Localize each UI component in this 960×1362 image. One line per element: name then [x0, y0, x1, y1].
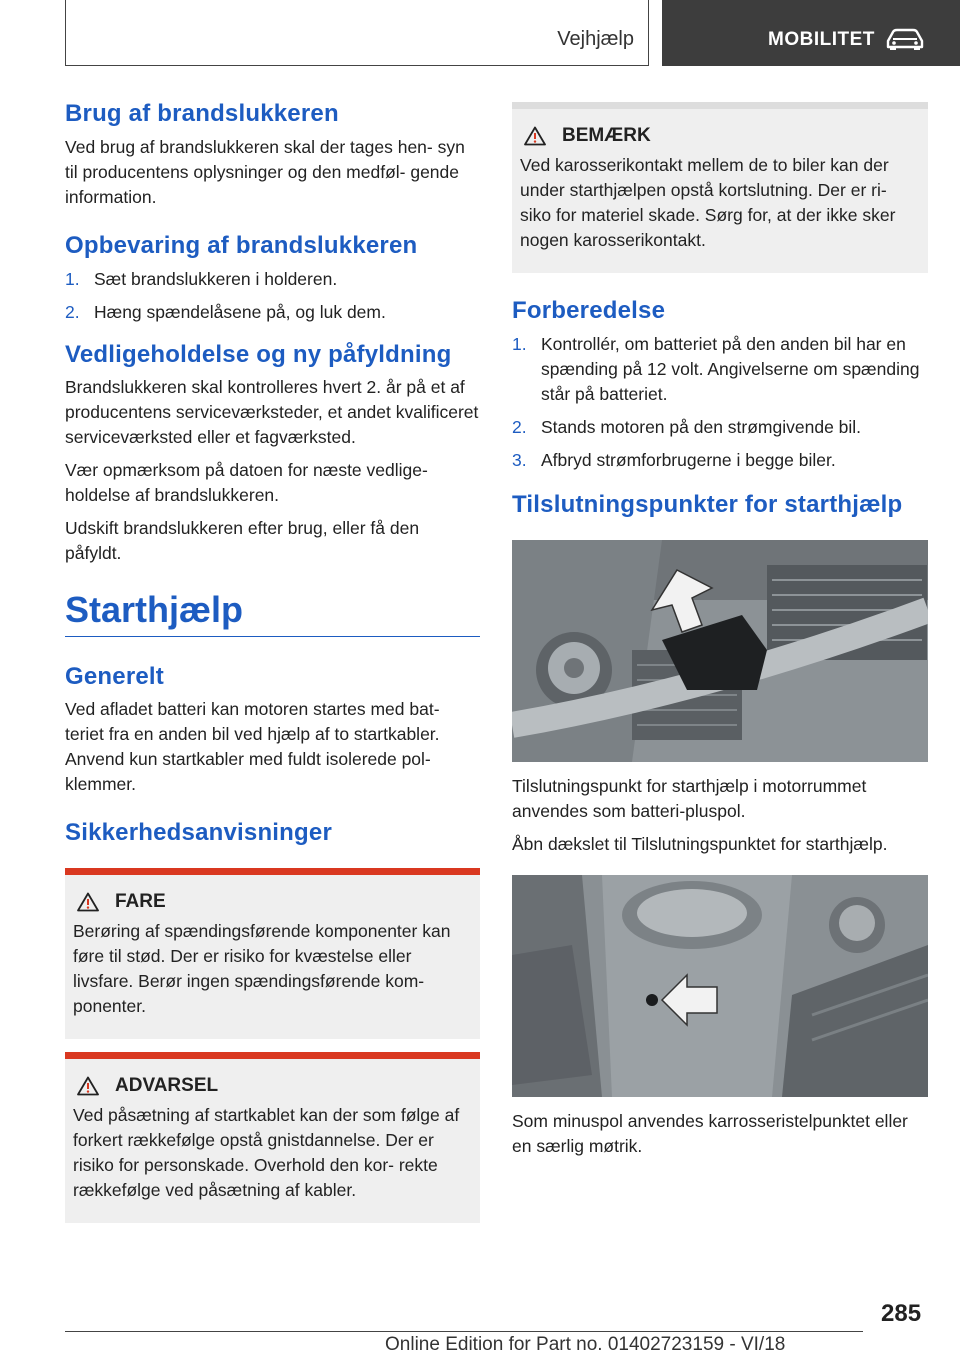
caption-positive: Tilslutningspunkt for starthjælp i motorrummet anvendes som batteri-pluspol.	[512, 775, 867, 821]
caption-negative: Som minuspol anvendes karrosseristelpunktet eller en særlig møtrik.	[512, 1110, 908, 1156]
chapter-tab-label: MOBILITET	[768, 29, 875, 50]
list-item: 1. Kontrollér, om batteriet på den anden bil har en spænding på 12 volt. Angivelserne om spænding står på batteriet.	[512, 333, 920, 404]
car-icon	[884, 28, 926, 50]
preparation-steps	[512, 332, 928, 473]
warning-triangle-icon	[77, 892, 99, 912]
list-item: 2. Stands motoren på den strømgivende bil.	[512, 416, 862, 437]
paragraph-maintenance-3: Udskift brandslukkeren efter brug, eller få den påfyldt.	[65, 518, 420, 564]
heading-maintenance: Vedligeholdelse og ny påfyldning	[65, 340, 452, 368]
warning-notice	[65, 1052, 480, 1223]
page-number: 285	[881, 1300, 922, 1327]
danger-title: FARE	[115, 891, 166, 913]
list-item: 1. Sæt brandslukkeren i holderen.	[65, 268, 338, 289]
note-title: BEMÆRK	[562, 125, 651, 146]
paragraph-general: Ved afladet batteri kan motoren startes med bat- teriet fra en anden bil ved hjælp af to startkabler. Anvend kun startkabler med fuldt isolerede pol- klemmer.	[65, 699, 440, 795]
heading-storage: Opbevaring af brandslukkeren	[65, 231, 418, 259]
header-box	[65, 0, 649, 66]
caption-open-cover: Åbn dækslet til Tilslutningspunktet for starthjælp.	[512, 833, 888, 854]
list-item: 3. Afbryd strømforbrugerne i begge biler.	[512, 449, 836, 470]
danger-notice	[65, 868, 480, 1039]
warning-triangle-icon	[77, 1076, 99, 1096]
danger-text: Berøring af spændingsførende komponenter kan føre til stød. Der er risiko for kvæstelse eller livsfare. Berør ingen spændingsførende kom- ponenter.	[73, 921, 451, 1017]
storage-steps	[65, 267, 480, 325]
warning-text: Ved påsætning af startkablet kan der som følge af forkert rækkefølge opstå gnistdannelse. Der er risiko for personskade. Overhold den kor- rekte rækkefølge ved påsætning af kabler.	[73, 1105, 460, 1201]
heading-jump-start: Starthjælp	[65, 588, 480, 636]
paragraph-maintenance-2: Vær opmærksom på datoen for næste vedlige- holdelse af brandslukkeren.	[65, 460, 428, 506]
paragraph-maintenance-1: Brandslukkeren skal kontrolleres hvert 2. år på et af producentens serviceværksteder, et andet kvalificeret serviceværksted eller et fagværksted.	[65, 377, 479, 448]
section-title: Vejhjælp	[557, 28, 634, 50]
warning-title: ADVARSEL	[115, 1075, 219, 1097]
left-column	[65, 100, 480, 1223]
footer-edition: Online Edition for Part no. 01402723159 - VI/18	[385, 1334, 786, 1355]
heading-connection-points: Tilslutningspunkter for starthjælp	[512, 490, 903, 518]
warning-triangle-icon	[524, 126, 546, 146]
list-item: 2. Hæng spændelåsene på, og luk dem.	[65, 301, 386, 322]
heading-safety: Sikkerhedsanvisninger	[65, 819, 332, 847]
note-text: Ved karosserikontakt mellem de to biler kan der under starthjælpen opstå kortslutning. Der er ri- siko for materiel skade. Sørg for, at der ikke sker nogen karosserikontakt.	[520, 155, 896, 250]
footer-divider	[65, 1331, 863, 1332]
engine-bay-photo-positive	[512, 540, 928, 762]
heading-preparation: Forberedelse	[512, 297, 666, 324]
note-notice	[512, 102, 928, 273]
right-column	[512, 102, 928, 1159]
paragraph-use: Ved brug af brandslukkeren skal der tages hen- syn til producentens oplysninger og den medføl- gende information.	[65, 136, 465, 207]
heading-use: Brug af brandslukkeren	[65, 100, 339, 127]
engine-bay-photo-negative	[512, 875, 928, 1097]
heading-general: Generelt	[65, 662, 164, 690]
chapter-tab	[662, 0, 960, 66]
